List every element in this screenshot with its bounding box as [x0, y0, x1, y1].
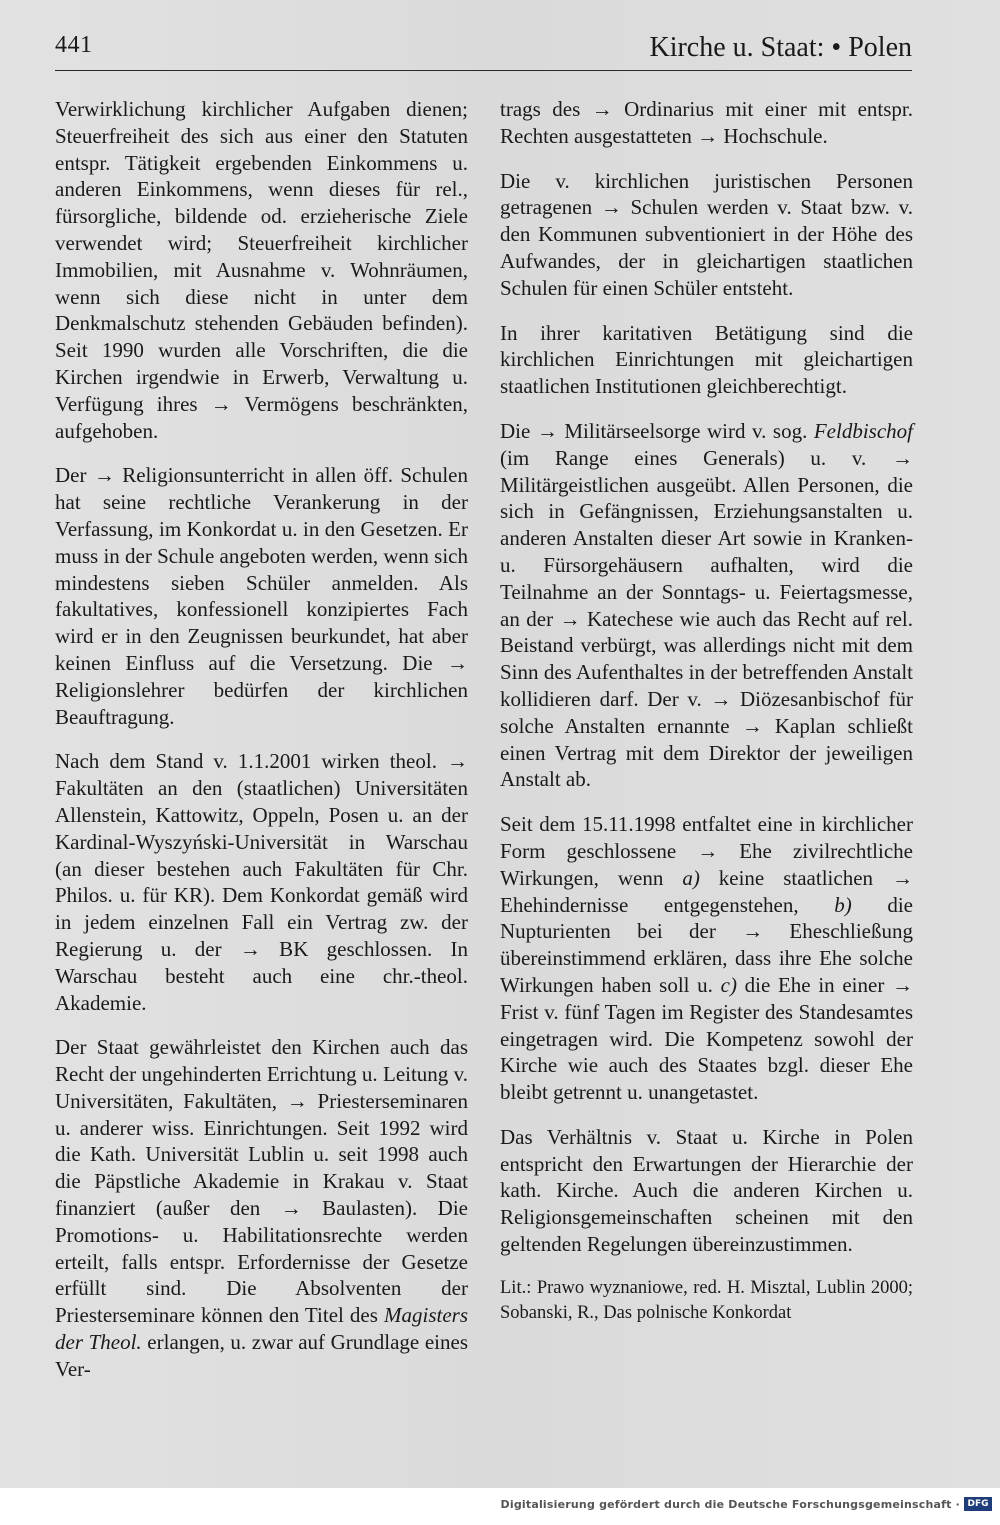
page-header: [55, 30, 912, 70]
right-column: [500, 96, 913, 1344]
paragraph: Die v. kirchlichen juristischen Personen getragenen → Schulen werden v. Staat bzw. v. den Kommunen subventioniert in der Höhe des Aufwandes, der in gleichartigen staatlichen Schulen für einen Schüler entsteht.: [500, 168, 913, 300]
paragraph: Seit dem 15.11.1998 entfaltet eine in kirchlicher Form geschlossene → Ehe zivilrechtliche Wirkungen, wenn a) keine staatlichen → Ehehindernisse entgegenstehen, b) die Nupturienten bei der → Eheschließung übereinstimmend erklären, dass ihre Ehe solche Wirkungen haben soll u. c) die Ehe in einer → Frist v. fünf Tagen im Register des Standesamtes eingetragen wird. Die Kompetenz sowohl der Kirche wie auch des Staates bzgl. dieser Ehe bleibt getrennt u. unangetastet.: [500, 812, 914, 1105]
paragraph: Der Staat gewährleistet den Kirchen auch das Recht der ungehinderten Errichtung u. Leitung v. Universitäten, Fakultäten, → Priesterseminaren u. anderer wiss. Einrichtungen. Seit 1992 wird die Kath. Universität Lublin u. seit 1998 auch die Päpstliche Akademie in Krakau v. Staat finanziert (außer den → Baulasten). Die Promotions- u. Habilitationsrechte werden erteilt, falls entspr. Erfordernisse der Gesetze erfüllt sind. Die Absolventen der Priesterseminare können den Titel des Magisters der Theol. erlangen, u. zwar auf Grundlage eines Ver-: [55, 1035, 469, 1381]
paragraph: Verwirklichung kirchlicher Aufgaben dienen; Steuerfreiheit des sich aus einer den Statuten entspr. Tätigkeit ergebenden Einkommens u. anderen Einkommens, wenn dieses für rel., fürsorgliche, bildende od. erzieherische Ziele verwendet wird; Steuerfreiheit kirchlicher Immobilien, mit Ausnahme v. Wohnräumen, wenn sich diese nicht in unter dem Denkmalschutz stehenden Gebäuden befinden). Seit 1990 wurden alle Vorschriften, die die Kirchen irgendwie in Erwerb, Verwaltung u. Verfügung ihres → Vermögens beschränkten, aufgehoben.: [55, 97, 468, 443]
literature-reference: Lit.: Prawo wyznaniowe, red. H. Misztal, Lublin 2000; Sobanski, R., Das polnische Konkordat: [500, 1277, 913, 1323]
digitization-footer: [0, 1488, 1000, 1525]
running-title: Kirche u. Staat: • Polen: [649, 32, 912, 63]
paragraph: Das Verhältnis v. Staat u. Kirche in Polen entspricht den Erwartungen der Hierarchie der kath. Kirche. Auch die anderen Kirchen u. Religionsgemeinschaften scheinen mit den geltenden Regelungen übereinzustimmen.: [500, 1124, 913, 1257]
page-number: 441: [55, 32, 93, 58]
paragraph: In ihrer karitativen Betätigung sind die kirchlichen Einrichtungen mit gleichartigen staatlichen Institutionen gleichberechtigt.: [500, 320, 913, 399]
header-rule: [55, 70, 912, 71]
paragraph: Der → Religionsunterricht in allen öff. Schulen hat seine rechtliche Verankerung in der Verfassung, im Konkordat u. in den Gesetzen. Er muss in der Schule angeboten werden, wenn sich mindestens sieben Schüler anmelden. Als fakultatives, konfessionell konzipiertes Fach wird er in den Zeugnissen beurkundet, hat aber keinen Einfluss auf die Versetzung. Die → Religionslehrer bedürfen der kirchlichen Beauftragung.: [55, 463, 468, 729]
paragraph: trags des → Ordinarius mit einer mit entspr. Rechten ausgestatteten → Hochschule.: [500, 97, 913, 148]
funding-credit: Digitalisierung gefördert durch die Deutsche Forschungsgemeinschaft ·: [500, 1498, 960, 1511]
left-column: [55, 96, 468, 1401]
paragraph: Die → Militärseelsorge wird v. sog. Feldbischof (im Range eines Generals) u. v. → Militärgeistlichen ausgeübt. Allen Personen, die sich in Gefängnissen, Erziehungsanstalten u. anderen Anstalten dieser Art sowie in Kranken- u. Fürsorgehäusern aufhalten, wird die Teilnahme an der Sonntags- u. Feiertagsmesse, an der → Katechese wie auch das Recht auf rel. Beistand verbürgt, was allerdings nicht mit dem Sinn des Aufenthaltes in der betreffenden Anstalt kollidieren darf. Der v. → Diözesanbischof für solche Anstalten ernannte → Kaplan schließt einen Vertrag mit dem Direktor der jeweiligen Anstalt ab.: [500, 418, 913, 792]
paragraph: Nach dem Stand v. 1.1.2001 wirken theol. → Fakultäten an den (staatlichen) Universitäten Allenstein, Kattowitz, Oppeln, Posen u. an der Kardinal-Wyszyński-Universität in Warschau (an dieser bestehen auch Fakultäten für Chr. Philos. u. für KR). Dem Konkordat gemäß wird in jedem einzelnen Fall ein Vertrag zw. der Regierung u. der → BK geschlossen. In Warschau besteht auch eine chr.-theol. Akademie.: [55, 749, 468, 1015]
dfg-logo-icon: DFG: [964, 1497, 992, 1511]
